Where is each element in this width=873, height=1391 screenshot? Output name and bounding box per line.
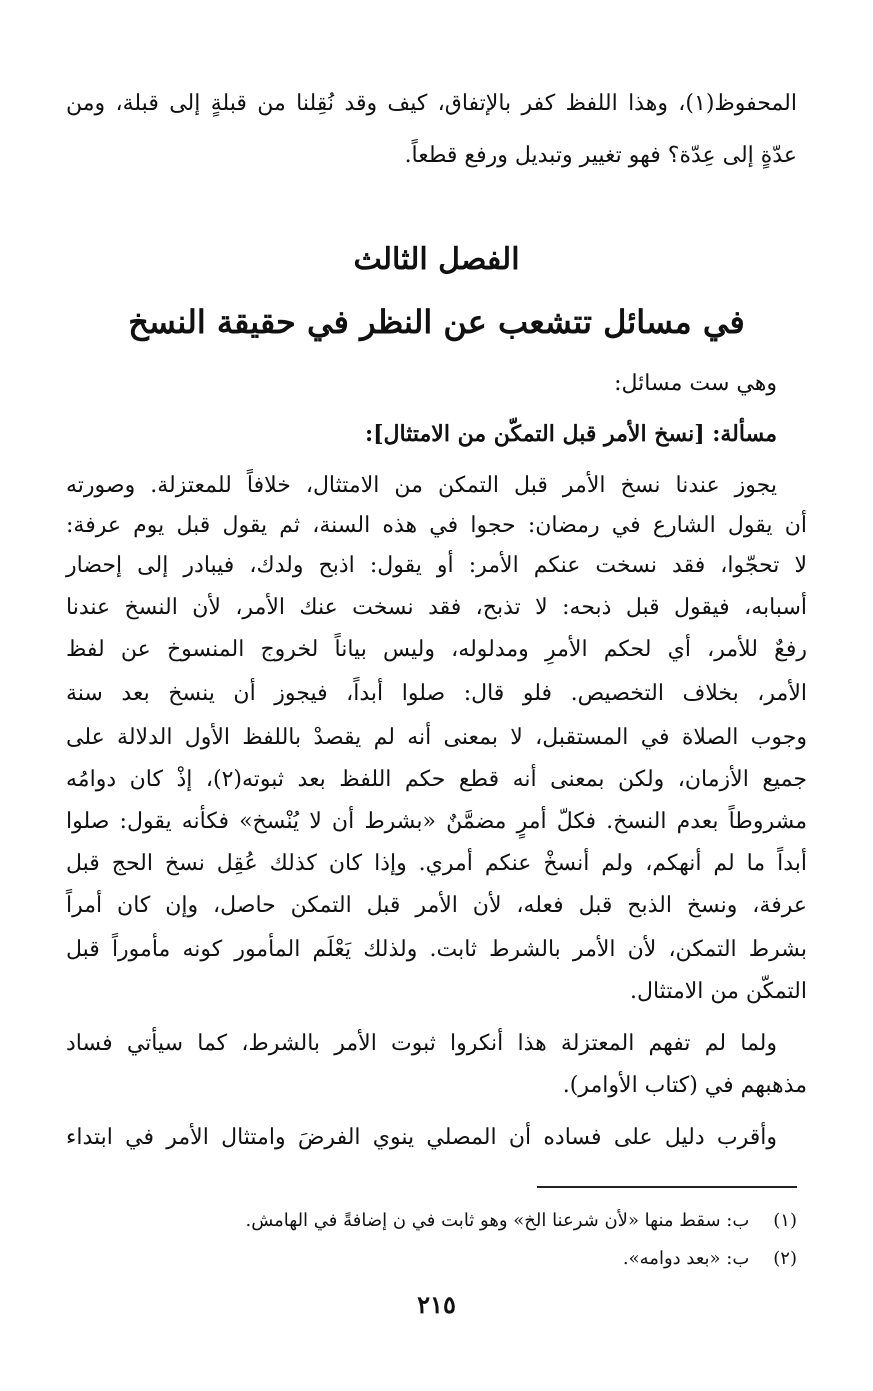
- text-line: وجوب الصلاة في المستقبل، لا بمعنى أنه لم يقصدْ باللفظ الأول الدلالة على: [66, 725, 807, 750]
- footnote-number: (١): [773, 1210, 797, 1231]
- text-line: يجوز عندنا نسخ الأمر قبل التمكن من الامتثال، خلافاً للمعتزلة. وصورته: [66, 473, 777, 498]
- text-line: عرفة، ونسخ الذبح قبل فعله، لأن الأمر قبل التمكن حاصل، وإن كان أمراً: [66, 893, 807, 918]
- text-line: بشرط التمكن، لأن الأمر بالشرط ثابت. ولذلك يَعْلَم المأمور كونه مأموراً قبل: [66, 937, 807, 962]
- text-line: لا تحجّوا، فقد نسخت عنكم الأمر: أو يقول: اذبح ولدك، فيبادر إلى إحضار: [66, 553, 807, 578]
- text-line: جميع الأزمان، ولكن بمعنى أنه قطع حكم اللفظ بعد ثبوته(٢)، إذْ كان دوامُه: [66, 767, 807, 792]
- text-line: ولما لم تفهم المعتزلة هذا أنكروا ثبوت الأمر بالشرط، كما سيأتي فساد: [66, 1031, 777, 1056]
- issues-count-line: وهي ست مسائل:: [614, 371, 777, 396]
- text-line: عدّةٍ إلى عِدّة؟ فهو تغيير وتبديل ورفع قطعاً.: [404, 143, 797, 168]
- text-line: مشروطاً بعدم النسخ. فكلّ أمرٍ مضمَّنٌ «بشرط أن لا يُنْسخ» فكأنه يقول: صلوا: [66, 809, 807, 834]
- footnote-separator: [537, 1186, 797, 1188]
- chapter-title: الفصل الثالث: [353, 242, 520, 277]
- text-line: رفعٌ للأمر، أي لحكم الأمرِ ومدلوله، وليس بياناً لخروج المنسوخ عن لفظ: [66, 637, 807, 662]
- footnote-text: ب: «بعد دوامه».: [622, 1248, 750, 1269]
- text-line: المحفوظ(١)، وهذا اللفظ كفر بالإتفاق، كيف وقد نُقِلنا من قبلةٍ إلى قبلة، ومن: [66, 91, 797, 116]
- text-line: مذهبهم في (كتاب الأوامر).: [562, 1073, 807, 1098]
- footnote-number: (٢): [773, 1248, 797, 1269]
- footnote-text: ب: سقط منها «لأن شرعنا الخ» وهو ثابت في ن إضافةً في الهامش.: [245, 1210, 750, 1231]
- issue-heading: مسألة: [نسخ الأمر قبل التمكّن من الامتثال]:: [365, 421, 777, 447]
- page-number: ٢١٥: [417, 1290, 456, 1319]
- text-line: أبداً ما لم أنهكم، ولم أنسخْ عنكم أمري. وإذا كان كذلك عُقِل نسخ الحج قبل: [66, 851, 807, 876]
- text-line: وأقرب دليل على فساده أن المصلي ينوي الفرضَ وامتثال الأمر في ابتداء: [66, 1125, 777, 1150]
- text-line: الأمر، بخلاف التخصيص. فلو قال: صلوا أبداً، فيجوز أن ينسخ بعد سنة: [66, 681, 807, 706]
- text-line: أسبابه، فيقول قبل ذبحه: لا تذبح، فقد نسخت عنك الأمر، لأن النسخ عندنا: [66, 595, 807, 620]
- footnote-2: [90, 1244, 797, 1274]
- text-line: أن يقول الشارع في رمضان: حجوا في هذه السنة، ثم يقول قبل يوم عرفة:: [66, 513, 807, 538]
- footnote-1: [90, 1206, 797, 1236]
- text-line: التمكّن من الامتثال.: [630, 979, 807, 1004]
- chapter-subtitle: في مسائل تتشعب عن النظر في حقيقة النسخ: [128, 303, 745, 341]
